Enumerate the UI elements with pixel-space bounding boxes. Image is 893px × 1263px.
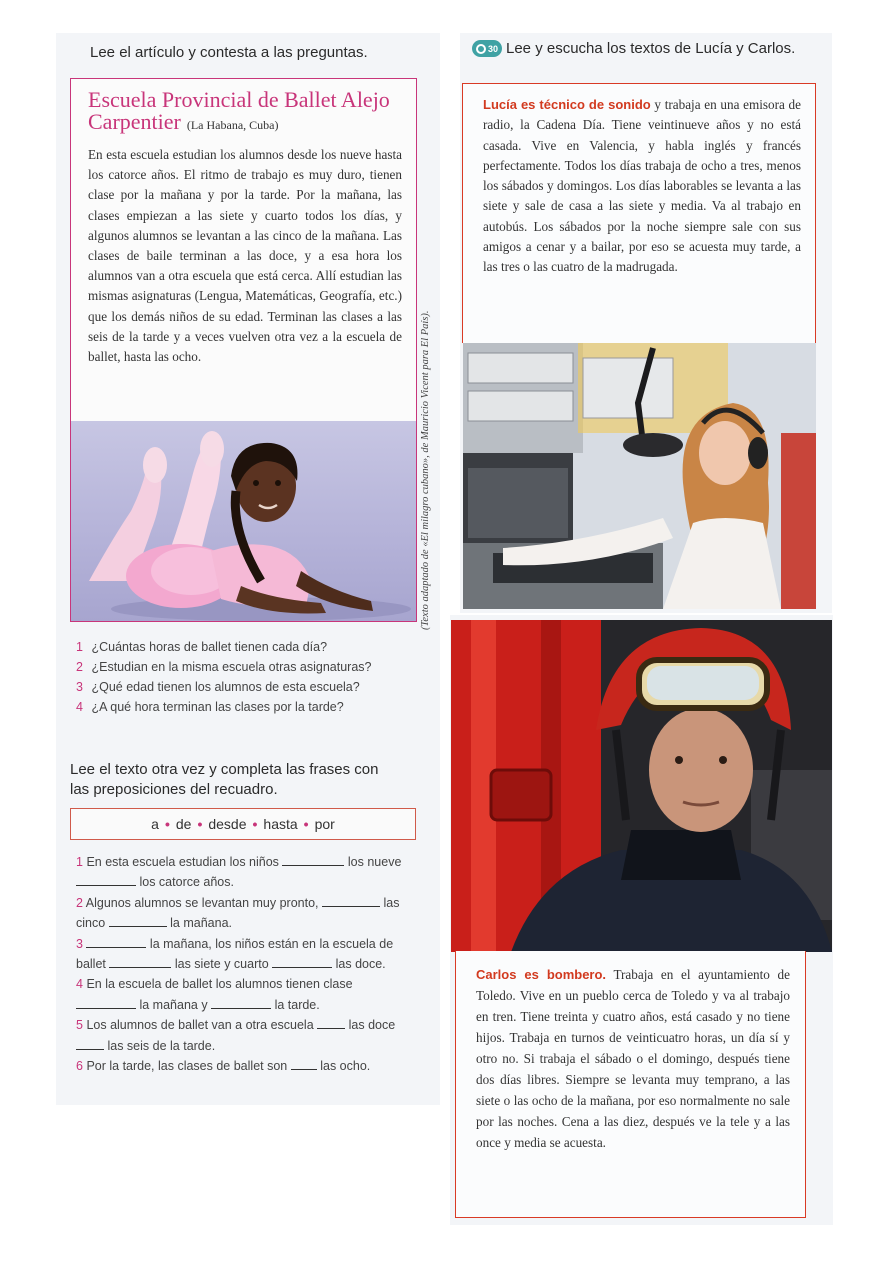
article-body: En esta escuela estudian los alumnos desde los nueve hasta los catorce años. El ritmo de trabajo es muy duro, tienen clase por la mañana y por la tarde. Por la mañana, las clases empiezan a las siete y cuarto todos los días, y algunos alumnos se levantan a las cinco de la mañana. Las clases de baile terminan a las doce, y a esa hora los alumnos van a otra escuela que está cerca. Allí estudian las mismas asignaturas (Lengua, Matemáticas, Geografía, etc.) que los demás niños de su edad. Terminan las clases a las seis de la tarde y a veces vuelven otra vez a la escuela de ballet, hasta las ocho. xyxy=(88,147,402,365)
answer-blank[interactable] xyxy=(291,1058,317,1070)
answer-blank[interactable] xyxy=(76,1038,104,1050)
audio-cd-icon[interactable]: 30 xyxy=(472,40,502,57)
completion-instruction: Lee el texto otra vez y completa las frases con las preposiciones del recuadro. xyxy=(70,761,379,798)
ballet-girl-illustration xyxy=(71,421,416,621)
radio-studio-photo xyxy=(463,343,816,609)
question-item: 2 ¿Estudian en la misma escuela otras asignaturas? xyxy=(76,660,372,674)
answer-blank[interactable] xyxy=(272,956,332,968)
reading-instruction: Lee el artículo y contesta a las preguntas. xyxy=(90,44,368,61)
carlos-text-box xyxy=(455,951,806,1218)
preposition-word: hasta xyxy=(263,816,298,832)
exercise-item: 4 En la escuela de ballet los alumnos tienen clase la mañana y la tarde. xyxy=(76,977,353,1012)
ballet-girl-photo xyxy=(71,421,416,621)
question-item: 4 ¿A qué hora terminan las clases por la tarde? xyxy=(76,700,344,714)
answer-blank[interactable] xyxy=(109,956,171,968)
exercise-item: 6 Por la tarde, las clases de ballet son las ocho. xyxy=(76,1059,371,1074)
radio-studio-illustration xyxy=(463,343,816,609)
questions-list xyxy=(76,637,436,717)
exercise-item: 2 Algunos alumnos se levantan muy pronto, las cinco la mañana. xyxy=(76,895,400,931)
firefighter-illustration xyxy=(451,620,832,952)
prepositions-box: a • de • desde • hasta • por xyxy=(70,808,416,840)
article-title xyxy=(88,89,408,136)
lucia-body: y trabaja en una emisora de radio, la Cadena Día. Tiene veintinueve años y no está casada. Vive en Valencia, y habla inglés y francés perfectamente. Todos los días trabaja de ocho a tres, menos los sábados y domingos. Los días laborables se levanta a las siete y sale de casa a las siete y media. Va al trabajo en autobús. Los sábados por la noche siempre sale con sus amigos a cenar y a bailar, por eso se acuesta muy tarde, a las tres o las cuatro de la madrugada. xyxy=(483,97,801,275)
lucia-lead: Lucía es técnico de sonido xyxy=(483,97,651,112)
answer-blank[interactable] xyxy=(86,936,146,948)
firefighter-photo xyxy=(451,620,832,952)
preposition-word: a xyxy=(151,816,159,832)
answer-blank[interactable] xyxy=(109,915,167,927)
article-location: (La Habana, Cuba) xyxy=(186,118,279,132)
ballet-article xyxy=(70,78,417,622)
preposition-word: desde xyxy=(208,816,247,832)
lucia-text-box xyxy=(462,83,816,343)
preposition-word: por xyxy=(314,816,335,832)
question-item: 3 ¿Qué edad tienen los alumnos de esta escuela? xyxy=(76,680,360,694)
question-item: 1 ¿Cuántas horas de ballet tienen cada día? xyxy=(76,640,328,654)
answer-blank[interactable] xyxy=(76,874,136,886)
answer-blank[interactable] xyxy=(76,997,136,1009)
carlos-lead: Carlos es bombero. xyxy=(476,967,607,982)
exercise-item: 3 la mañana, los niños están en la escuela de ballet las siete y cuarto las doce. xyxy=(76,936,394,972)
carlos-body: Trabaja en el ayuntamiento de Toledo. Vive en un pueblo cerca de Toledo y va al trabajo en tren. Tiene treinta y cuatro años, está casado y no tiene hijos. Trabaja en turnos de veinticuatro horas, un día sí y otro no. Si trabaja el sábado o el domingo, después tiene dos días libres. Siempre se levanta muy temprano, a las siete o las ocho de la mañana, por eso normalmente no sale por las noches. Cena a las diez, después ve la tele y a las once y media se acuesta. xyxy=(476,967,790,1150)
carlos-text xyxy=(476,964,790,1153)
answer-blank[interactable] xyxy=(211,997,271,1009)
preposition-word: de xyxy=(175,816,192,832)
article-title-text: Escuela Provincial de Ballet Alejo Carpentier xyxy=(88,87,390,134)
exercise-item: 5 Los alumnos de ballet van a otra escuela las doce las seis de la tarde. xyxy=(76,1018,396,1053)
answer-blank[interactable] xyxy=(282,854,344,866)
answer-blank[interactable] xyxy=(322,895,380,907)
fill-in-exercise xyxy=(76,852,416,1076)
exercise-item: 1 En esta escuela estudian los niños los nueve los catorce años. xyxy=(76,855,402,890)
lucia-text xyxy=(483,95,801,278)
answer-blank[interactable] xyxy=(317,1017,345,1029)
listening-instruction: 30 Lee y escucha los textos de Lucía y Carlos. xyxy=(472,40,795,57)
